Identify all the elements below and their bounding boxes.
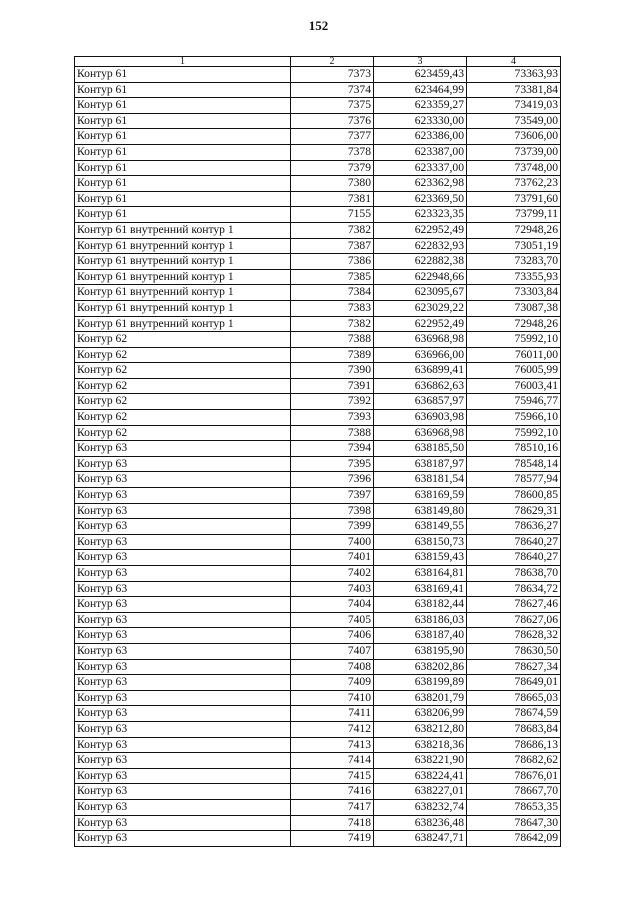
point-number-cell: 7417	[291, 799, 374, 815]
contour-name-cell: Контур 62	[75, 378, 291, 394]
point-number-cell: 7374	[291, 82, 374, 98]
point-number-cell: 7410	[291, 690, 374, 706]
contour-name-cell: Контур 63	[75, 612, 291, 628]
y-coordinate-cell: 73419,03	[467, 98, 561, 114]
y-coordinate-cell: 78548,14	[467, 456, 561, 472]
contour-name-cell: Контур 63	[75, 441, 291, 457]
table-row	[75, 207, 561, 223]
x-coordinate-cell: 638159,43	[374, 550, 467, 566]
y-coordinate-cell: 78682,62	[467, 753, 561, 769]
point-number-cell: 7401	[291, 550, 374, 566]
point-number-cell: 7412	[291, 721, 374, 737]
y-coordinate-cell: 73381,84	[467, 82, 561, 98]
x-coordinate-cell: 636899,41	[374, 363, 467, 379]
point-number-cell: 7391	[291, 378, 374, 394]
contour-name-cell: Контур 63	[75, 534, 291, 550]
table-row	[75, 285, 561, 301]
contour-name-cell: Контур 63	[75, 503, 291, 519]
point-number-cell: 7415	[291, 768, 374, 784]
contour-name-cell: Контур 62	[75, 363, 291, 379]
contour-name-cell: Контур 63	[75, 753, 291, 769]
x-coordinate-cell: 638232,74	[374, 799, 467, 815]
x-coordinate-cell: 638236,48	[374, 815, 467, 831]
contour-name-cell: Контур 62	[75, 332, 291, 348]
x-coordinate-cell: 638186,03	[374, 612, 467, 628]
contour-name-cell: Контур 63	[75, 784, 291, 800]
y-coordinate-cell: 78667,70	[467, 784, 561, 800]
y-coordinate-cell: 73799,11	[467, 207, 561, 223]
point-number-cell: 7155	[291, 207, 374, 223]
table-row	[75, 534, 561, 550]
point-number-cell: 7413	[291, 737, 374, 753]
x-coordinate-cell: 638187,40	[374, 628, 467, 644]
x-coordinate-cell: 636966,00	[374, 347, 467, 363]
y-coordinate-cell: 73748,00	[467, 160, 561, 176]
table-row	[75, 721, 561, 737]
contour-name-cell: Контур 62	[75, 394, 291, 410]
y-coordinate-cell: 75992,10	[467, 425, 561, 441]
point-number-cell: 7378	[291, 144, 374, 160]
y-coordinate-cell: 76003,41	[467, 378, 561, 394]
y-coordinate-cell: 78653,35	[467, 799, 561, 815]
y-coordinate-cell: 78676,01	[467, 768, 561, 784]
contour-name-cell: Контур 62	[75, 425, 291, 441]
table-row	[75, 254, 561, 270]
contour-name-cell: Контур 63	[75, 643, 291, 659]
point-number-cell: 7405	[291, 612, 374, 628]
table-row	[75, 566, 561, 582]
point-number-cell: 7377	[291, 129, 374, 145]
table-row	[75, 737, 561, 753]
contour-name-cell: Контур 63	[75, 550, 291, 566]
table-row	[75, 472, 561, 488]
x-coordinate-cell: 638199,89	[374, 675, 467, 691]
y-coordinate-cell: 73283,70	[467, 254, 561, 270]
table-row	[75, 378, 561, 394]
point-number-cell: 7403	[291, 581, 374, 597]
point-number-cell: 7408	[291, 659, 374, 675]
x-coordinate-cell: 622952,49	[374, 222, 467, 238]
point-number-cell: 7385	[291, 269, 374, 285]
contour-name-cell: Контур 62	[75, 410, 291, 426]
contour-name-cell: Контур 63	[75, 831, 291, 847]
y-coordinate-cell: 78600,85	[467, 488, 561, 504]
table-row	[75, 519, 561, 535]
y-coordinate-cell: 75966,10	[467, 410, 561, 426]
x-coordinate-cell: 638185,50	[374, 441, 467, 457]
point-number-cell: 7395	[291, 456, 374, 472]
table-row	[75, 222, 561, 238]
contour-name-cell: Контур 63	[75, 488, 291, 504]
x-coordinate-cell: 638247,71	[374, 831, 467, 847]
x-coordinate-cell: 623387,00	[374, 144, 467, 160]
y-coordinate-cell: 76011,00	[467, 347, 561, 363]
contour-name-cell: Контур 61 внутренний контур 1	[75, 269, 291, 285]
y-coordinate-cell: 73762,23	[467, 176, 561, 192]
point-number-cell: 7382	[291, 316, 374, 332]
table-body	[75, 67, 561, 847]
contour-name-cell: Контур 61	[75, 113, 291, 129]
table-row	[75, 612, 561, 628]
contour-name-cell: Контур 61 внутренний контур 1	[75, 316, 291, 332]
table-row	[75, 332, 561, 348]
y-coordinate-cell: 73087,38	[467, 300, 561, 316]
point-number-cell: 7398	[291, 503, 374, 519]
point-number-cell: 7382	[291, 222, 374, 238]
contour-name-cell: Контур 63	[75, 690, 291, 706]
x-coordinate-cell: 638149,55	[374, 519, 467, 535]
table-row	[75, 581, 561, 597]
x-coordinate-cell: 638221,90	[374, 753, 467, 769]
column-header: 4	[467, 57, 561, 67]
table-header-row	[75, 57, 561, 67]
table-row	[75, 129, 561, 145]
contour-name-cell: Контур 61 внутренний контур 1	[75, 285, 291, 301]
contour-name-cell: Контур 63	[75, 815, 291, 831]
table-row	[75, 67, 561, 83]
contour-name-cell: Контур 61	[75, 191, 291, 207]
contour-name-cell: Контур 61 внутренний контур 1	[75, 222, 291, 238]
x-coordinate-cell: 622882,38	[374, 254, 467, 270]
y-coordinate-cell: 78674,59	[467, 706, 561, 722]
point-number-cell: 7400	[291, 534, 374, 550]
y-coordinate-cell: 75992,10	[467, 332, 561, 348]
point-number-cell: 7418	[291, 815, 374, 831]
y-coordinate-cell: 73355,93	[467, 269, 561, 285]
table-row	[75, 659, 561, 675]
y-coordinate-cell: 78640,27	[467, 550, 561, 566]
table-row	[75, 144, 561, 160]
table-row	[75, 628, 561, 644]
x-coordinate-cell: 638212,80	[374, 721, 467, 737]
table-row	[75, 768, 561, 784]
point-number-cell: 7384	[291, 285, 374, 301]
y-coordinate-cell: 73051,19	[467, 238, 561, 254]
y-coordinate-cell: 78638,70	[467, 566, 561, 582]
x-coordinate-cell: 636862,63	[374, 378, 467, 394]
table-row	[75, 675, 561, 691]
table-row	[75, 82, 561, 98]
x-coordinate-cell: 638187,97	[374, 456, 467, 472]
x-coordinate-cell: 638181,54	[374, 472, 467, 488]
contour-name-cell: Контур 63	[75, 581, 291, 597]
x-coordinate-cell: 636968,98	[374, 425, 467, 441]
table-row	[75, 690, 561, 706]
table-row	[75, 191, 561, 207]
contour-name-cell: Контур 63	[75, 628, 291, 644]
contour-name-cell: Контур 61	[75, 207, 291, 223]
point-number-cell: 7409	[291, 675, 374, 691]
table-row	[75, 410, 561, 426]
contour-name-cell: Контур 61 внутренний контур 1	[75, 300, 291, 316]
table-row	[75, 503, 561, 519]
table-row	[75, 643, 561, 659]
table-row	[75, 488, 561, 504]
table-row	[75, 831, 561, 847]
table-row	[75, 176, 561, 192]
y-coordinate-cell: 78634,72	[467, 581, 561, 597]
x-coordinate-cell: 623095,67	[374, 285, 467, 301]
x-coordinate-cell: 638169,41	[374, 581, 467, 597]
y-coordinate-cell: 78686,13	[467, 737, 561, 753]
table-row	[75, 753, 561, 769]
contour-name-cell: Контур 61	[75, 129, 291, 145]
contour-name-cell: Контур 63	[75, 519, 291, 535]
x-coordinate-cell: 622952,49	[374, 316, 467, 332]
table-row	[75, 425, 561, 441]
x-coordinate-cell: 638149,80	[374, 503, 467, 519]
contour-name-cell: Контур 63	[75, 799, 291, 815]
y-coordinate-cell: 78627,34	[467, 659, 561, 675]
contour-name-cell: Контур 63	[75, 721, 291, 737]
column-header: 1	[75, 57, 291, 67]
y-coordinate-cell: 78629,31	[467, 503, 561, 519]
column-header: 3	[374, 57, 467, 67]
y-coordinate-cell: 78630,50	[467, 643, 561, 659]
point-number-cell: 7381	[291, 191, 374, 207]
y-coordinate-cell: 78510,16	[467, 441, 561, 457]
point-number-cell: 7389	[291, 347, 374, 363]
y-coordinate-cell: 72948,26	[467, 316, 561, 332]
contour-name-cell: Контур 61	[75, 144, 291, 160]
x-coordinate-cell: 623029,22	[374, 300, 467, 316]
contour-name-cell: Контур 63	[75, 659, 291, 675]
point-number-cell: 7392	[291, 394, 374, 410]
point-number-cell: 7388	[291, 425, 374, 441]
table-row	[75, 394, 561, 410]
contour-name-cell: Контур 63	[75, 768, 291, 784]
table-row	[75, 98, 561, 114]
contour-name-cell: Контур 63	[75, 597, 291, 613]
y-coordinate-cell: 78642,09	[467, 831, 561, 847]
contour-name-cell: Контур 61	[75, 160, 291, 176]
contour-name-cell: Контур 63	[75, 675, 291, 691]
point-number-cell: 7388	[291, 332, 374, 348]
y-coordinate-cell: 78640,27	[467, 534, 561, 550]
x-coordinate-cell: 638169,59	[374, 488, 467, 504]
y-coordinate-cell: 73549,00	[467, 113, 561, 129]
table-row	[75, 269, 561, 285]
x-coordinate-cell: 622948,66	[374, 269, 467, 285]
table-row	[75, 113, 561, 129]
y-coordinate-cell: 78636,27	[467, 519, 561, 535]
y-coordinate-cell: 78577,94	[467, 472, 561, 488]
x-coordinate-cell: 638164,81	[374, 566, 467, 582]
table-row	[75, 550, 561, 566]
x-coordinate-cell: 638206,99	[374, 706, 467, 722]
point-number-cell: 7399	[291, 519, 374, 535]
point-number-cell: 7379	[291, 160, 374, 176]
table-row	[75, 300, 561, 316]
point-number-cell: 7404	[291, 597, 374, 613]
point-number-cell: 7397	[291, 488, 374, 504]
point-number-cell: 7380	[291, 176, 374, 192]
point-number-cell: 7419	[291, 831, 374, 847]
contour-name-cell: Контур 61 внутренний контур 1	[75, 254, 291, 270]
y-coordinate-cell: 75946,77	[467, 394, 561, 410]
y-coordinate-cell: 73606,00	[467, 129, 561, 145]
contour-name-cell: Контур 61 внутренний контур 1	[75, 238, 291, 254]
point-number-cell: 7387	[291, 238, 374, 254]
x-coordinate-cell: 638224,41	[374, 768, 467, 784]
contour-name-cell: Контур 63	[75, 566, 291, 582]
y-coordinate-cell: 73739,00	[467, 144, 561, 160]
point-number-cell: 7390	[291, 363, 374, 379]
table-row	[75, 160, 561, 176]
point-number-cell: 7407	[291, 643, 374, 659]
contour-name-cell: Контур 61	[75, 176, 291, 192]
y-coordinate-cell: 78683,84	[467, 721, 561, 737]
x-coordinate-cell: 623330,00	[374, 113, 467, 129]
x-coordinate-cell: 623337,00	[374, 160, 467, 176]
point-number-cell: 7394	[291, 441, 374, 457]
y-coordinate-cell: 73791,60	[467, 191, 561, 207]
y-coordinate-cell: 76005,99	[467, 363, 561, 379]
x-coordinate-cell: 636968,98	[374, 332, 467, 348]
x-coordinate-cell: 636903,98	[374, 410, 467, 426]
table-row	[75, 238, 561, 254]
x-coordinate-cell: 638150,73	[374, 534, 467, 550]
y-coordinate-cell: 73303,84	[467, 285, 561, 301]
y-coordinate-cell: 78627,46	[467, 597, 561, 613]
y-coordinate-cell: 73363,93	[467, 67, 561, 83]
x-coordinate-cell: 636857,97	[374, 394, 467, 410]
contour-name-cell: Контур 62	[75, 347, 291, 363]
x-coordinate-cell: 623359,27	[374, 98, 467, 114]
x-coordinate-cell: 623323,35	[374, 207, 467, 223]
contour-name-cell: Контур 63	[75, 472, 291, 488]
contour-name-cell: Контур 63	[75, 737, 291, 753]
contour-name-cell: Контур 63	[75, 456, 291, 472]
point-number-cell: 7375	[291, 98, 374, 114]
point-number-cell: 7402	[291, 566, 374, 582]
y-coordinate-cell: 78647,30	[467, 815, 561, 831]
contour-name-cell: Контур 61	[75, 67, 291, 83]
x-coordinate-cell: 638201,79	[374, 690, 467, 706]
point-number-cell: 7386	[291, 254, 374, 270]
contour-name-cell: Контур 63	[75, 706, 291, 722]
point-number-cell: 7376	[291, 113, 374, 129]
table-row	[75, 347, 561, 363]
y-coordinate-cell: 78627,06	[467, 612, 561, 628]
point-number-cell: 7416	[291, 784, 374, 800]
contour-name-cell: Контур 61	[75, 82, 291, 98]
coordinates-table	[74, 56, 561, 847]
x-coordinate-cell: 623459,43	[374, 67, 467, 83]
table-row	[75, 784, 561, 800]
column-header: 2	[291, 57, 374, 67]
x-coordinate-cell: 638227,01	[374, 784, 467, 800]
y-coordinate-cell: 78665,03	[467, 690, 561, 706]
point-number-cell: 7396	[291, 472, 374, 488]
point-number-cell: 7393	[291, 410, 374, 426]
x-coordinate-cell: 638195,90	[374, 643, 467, 659]
table-row	[75, 363, 561, 379]
point-number-cell: 7383	[291, 300, 374, 316]
point-number-cell: 7373	[291, 67, 374, 83]
x-coordinate-cell: 623386,00	[374, 129, 467, 145]
y-coordinate-cell: 78628,32	[467, 628, 561, 644]
y-coordinate-cell: 78649,01	[467, 675, 561, 691]
point-number-cell: 7411	[291, 706, 374, 722]
table-row	[75, 799, 561, 815]
x-coordinate-cell: 623369,50	[374, 191, 467, 207]
table-row	[75, 441, 561, 457]
x-coordinate-cell: 638202,86	[374, 659, 467, 675]
table-row	[75, 316, 561, 332]
point-number-cell: 7414	[291, 753, 374, 769]
x-coordinate-cell: 622832,93	[374, 238, 467, 254]
contour-name-cell: Контур 61	[75, 98, 291, 114]
point-number-cell: 7406	[291, 628, 374, 644]
page-number: 152	[308, 18, 329, 33]
x-coordinate-cell: 638182,44	[374, 597, 467, 613]
x-coordinate-cell: 623464,99	[374, 82, 467, 98]
x-coordinate-cell: 623362,98	[374, 176, 467, 192]
table-row	[75, 456, 561, 472]
table-row	[75, 597, 561, 613]
x-coordinate-cell: 638218,36	[374, 737, 467, 753]
table-row	[75, 815, 561, 831]
table-row	[75, 706, 561, 722]
y-coordinate-cell: 72948,26	[467, 222, 561, 238]
